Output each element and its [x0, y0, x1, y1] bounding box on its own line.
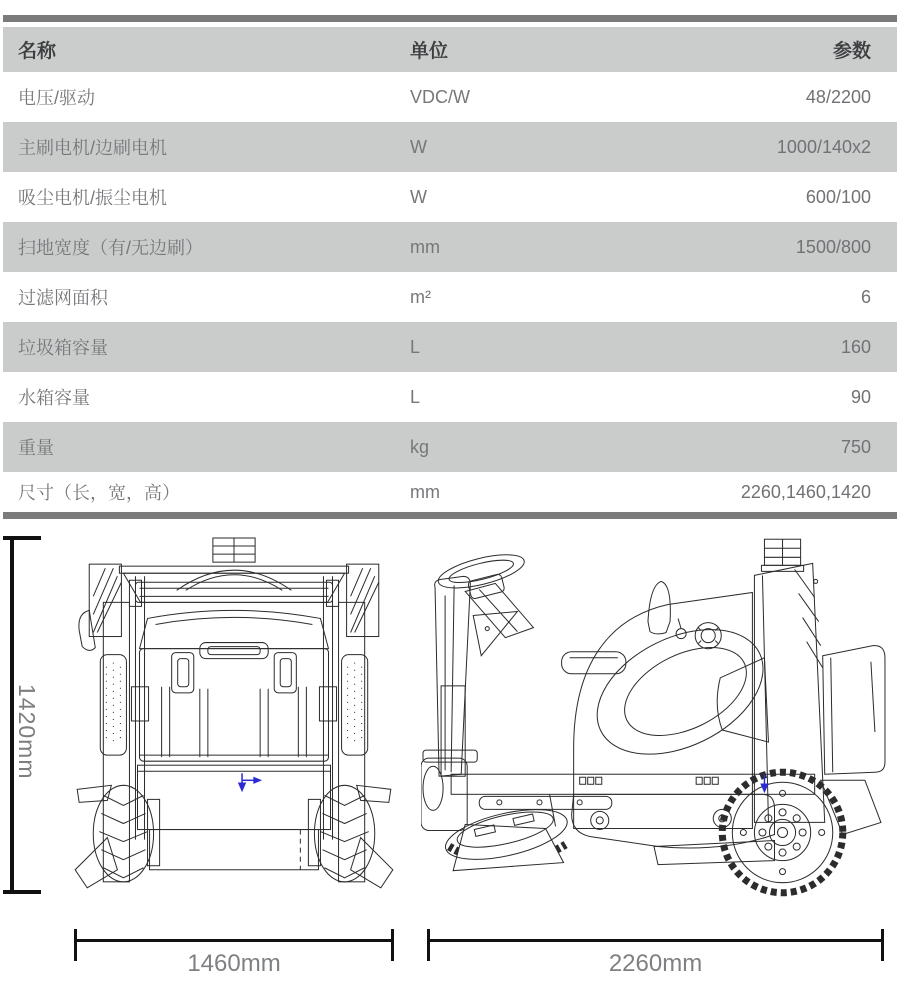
- table-row: [3, 422, 897, 472]
- height-dimension-label: 1420mm: [14, 684, 40, 780]
- row-unit: m²: [410, 286, 431, 307]
- table-row: [3, 172, 897, 222]
- row-unit: W: [410, 186, 427, 207]
- row-unit: kg: [410, 436, 430, 457]
- row-name: 尺寸（长，宽，高）: [18, 483, 180, 503]
- row-unit: L: [410, 386, 421, 407]
- row-name: 水箱容量: [18, 388, 90, 408]
- row-name: 吸尘电机/振尘电机: [18, 188, 168, 208]
- table-row: [3, 322, 897, 372]
- table-row: [3, 472, 897, 512]
- table-top-rule: [3, 15, 897, 22]
- row-name: 扫地宽度（有/无边刷）: [18, 238, 203, 258]
- header-value: 参数: [832, 41, 871, 62]
- header-unit: 单位: [410, 41, 449, 62]
- row-name: 过滤网面积: [18, 288, 108, 308]
- table-row: [3, 72, 897, 122]
- row-unit: VDC/W: [410, 86, 470, 107]
- front-view-drawing: [73, 536, 395, 916]
- row-value: 600/100: [805, 186, 871, 207]
- row-name: 电压/驱动: [18, 88, 96, 108]
- row-unit: mm: [410, 236, 440, 257]
- header-name: 名称: [18, 41, 57, 62]
- side-length-dimension-label: 2260mm: [608, 950, 703, 977]
- row-name: 重量: [18, 438, 54, 458]
- row-value: 1000/140x2: [776, 136, 871, 157]
- table-row: [3, 272, 897, 322]
- row-value: 750: [840, 436, 871, 457]
- row-value: 90: [850, 386, 871, 407]
- row-value: 2260,1460,1420: [740, 481, 871, 502]
- origin-marker-front: [239, 773, 260, 790]
- table-row: [3, 222, 897, 272]
- side-view-drawing: [421, 534, 893, 906]
- height-dimension-bottom-tick: [3, 890, 41, 894]
- row-name: 主刷电机/边刷电机: [18, 138, 168, 158]
- row-value: 48/2200: [805, 86, 871, 107]
- row-value: 160: [840, 336, 871, 357]
- table-header-row: [3, 27, 897, 72]
- row-unit: mm: [410, 481, 440, 502]
- spec-table: [3, 27, 897, 512]
- table-row: [3, 372, 897, 422]
- row-value: 6: [860, 286, 871, 307]
- row-unit: L: [410, 336, 421, 357]
- row-value: 1500/800: [795, 236, 871, 257]
- table-row: [3, 122, 897, 172]
- table-bottom-rule: [3, 512, 897, 519]
- height-dimension-top-tick: [3, 536, 41, 540]
- front-width-dimension-label: 1460mm: [187, 950, 281, 977]
- row-name: 垃圾箱容量: [18, 338, 108, 358]
- row-unit: W: [410, 136, 427, 157]
- table-body: [3, 72, 897, 512]
